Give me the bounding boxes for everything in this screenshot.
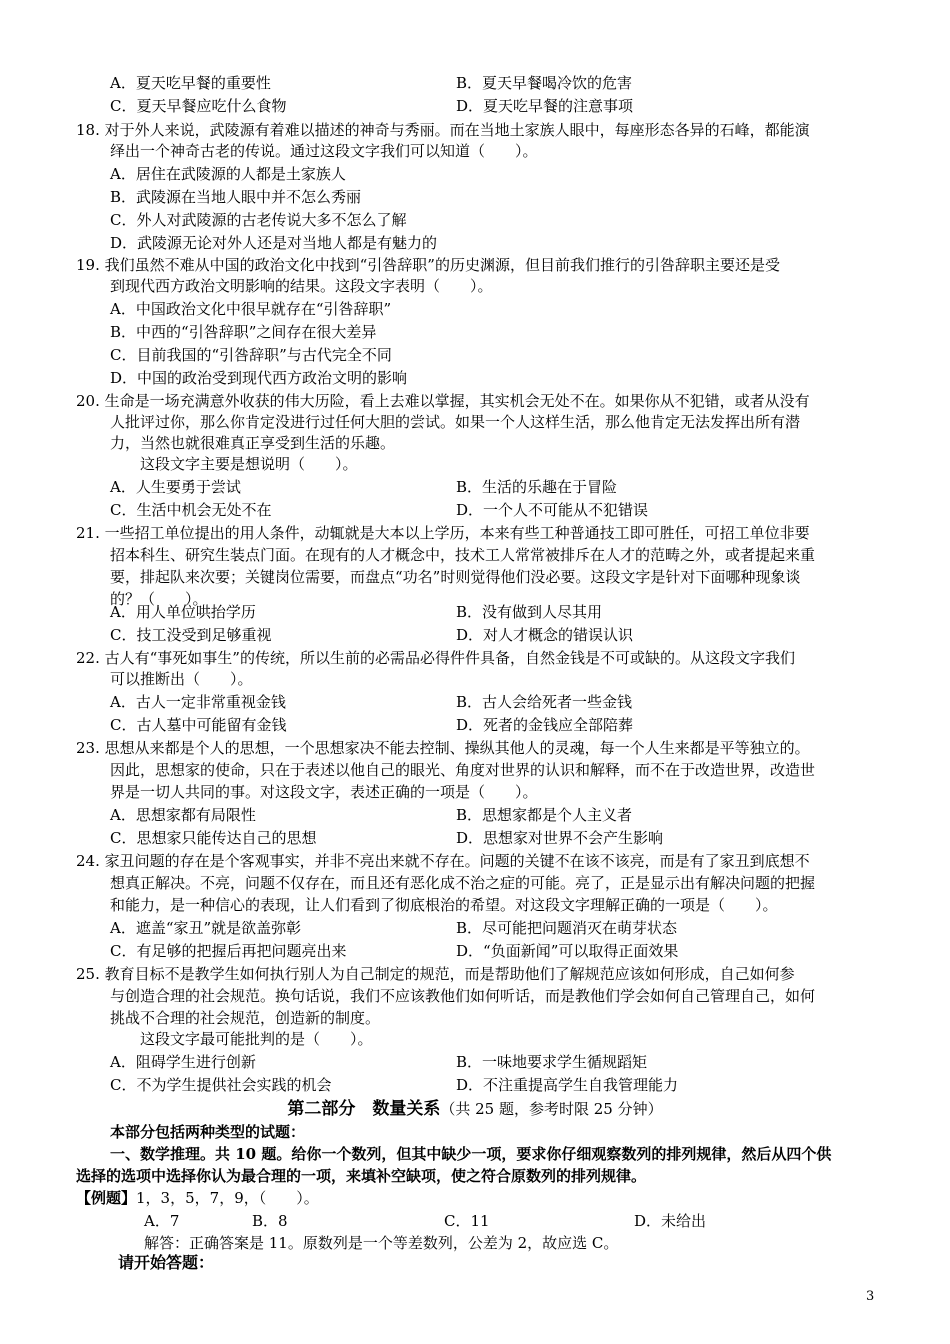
q24-option-b: B．尽可能把问题消灭在萌芽状态 bbox=[456, 919, 678, 937]
example-option-d: D．未给出 bbox=[634, 1212, 707, 1230]
q19-option-c: C．目前我国的“引咎辞职”与古代完全不同 bbox=[110, 346, 392, 364]
example-option-c: C．11 bbox=[444, 1212, 490, 1230]
q25-option-c: C．不为学生提供社会实践的机会 bbox=[110, 1076, 332, 1094]
q17-option-a: A．夏天吃早餐的重要性 bbox=[110, 74, 271, 92]
q24-stem-line3: 和能力，是一种信心的表现，让人们看到了彻底根治的希望。对这段文字理解正确的一项是（ ）。 bbox=[110, 896, 778, 914]
q18-option-a: A．居住在武陵源的人都是土家族人 bbox=[110, 165, 346, 183]
section-title bbox=[0, 1097, 950, 1121]
q18-option-c: C．外人对武陵源的古老传说大多不怎么了解 bbox=[110, 211, 407, 229]
q21-option-b: B．没有做到人尽其用 bbox=[456, 603, 603, 621]
q23-option-d: D．思想家对世界不会产生影响 bbox=[456, 829, 664, 847]
page-number: 3 bbox=[866, 1289, 875, 1304]
q17-option-d: D．夏天吃早餐的注意事项 bbox=[456, 97, 634, 115]
q18-option-d: D．武陵源无论对外人还是对当地人都是有魅力的 bbox=[110, 234, 438, 252]
q17-option-b: B．夏天早餐喝冷饮的危害 bbox=[456, 74, 633, 92]
q20-option-c: C．生活中机会无处不在 bbox=[110, 501, 272, 519]
q20-stem-line3: 力，当然也就很难真正享受到生活的乐趣。 bbox=[110, 434, 396, 452]
q25-option-a: A．阻碍学生进行创新 bbox=[110, 1053, 256, 1071]
q19-stem-line1: 19. 我们虽然不难从中国的政治文化中找到“引咎辞职”的历史渊源，但目前我们推行的引咎辞职主要还是受 bbox=[76, 256, 780, 274]
q18-option-b: B．武陵源在当地人眼中并不怎么秀丽 bbox=[110, 188, 362, 206]
q19-stem-line2: 到现代西方政治文明影响的结果。这段文字表明（ ）。 bbox=[110, 277, 493, 295]
section-intro: 本部分包括两种类型的试题： bbox=[110, 1123, 306, 1141]
q25-option-b: B．一味地要求学生循规蹈矩 bbox=[456, 1053, 648, 1071]
section-title-note: （共 25 题，参考时限 25 分钟） bbox=[440, 1100, 663, 1118]
q24-stem-line1: 24. 家丑问题的存在是个客观事实，并非不亮出来就不存在。问题的关键不在该不该亮，而是有了家丑到底想不 bbox=[76, 852, 810, 870]
q21-stem-line1: 21. 一些招工单位提出的用人条件，动辄就是大本以上学历，本来有些工种普通技工即可胜任，可招工单位非要 bbox=[76, 524, 810, 542]
section-desc-line1: 一、数学推理。共 10 题。给你一个数列，但其中缺少一项，要求你仔细观察数列的排列规律，然后从四个供 bbox=[110, 1145, 832, 1163]
q21-stem-line3: 要，排起队来次要；关键岗位需要，而盘点“功名”时则觉得他们没必要。这段文字是针对下面哪种现象谈 bbox=[110, 568, 801, 586]
example-label: 【例题】 bbox=[76, 1189, 137, 1207]
q24-option-d: D．“负面新闻”可以取得正面效果 bbox=[456, 942, 679, 960]
q20-option-d: D．一个人不可能从不犯错误 bbox=[456, 501, 649, 519]
example-option-a: A．7 bbox=[144, 1212, 180, 1230]
q18-stem-line2: 绎出一个神奇古老的传说。通过这段文字我们可以知道（ ）。 bbox=[110, 142, 538, 160]
q23-stem-line3: 界是一切人共同的事。对这段文字，表述正确的一项是（ ）。 bbox=[110, 783, 538, 801]
q23-stem-line2: 因此，思想家的使命，只在于表述以他自己的眼光、角度对世界的认识和解释，而不在于改造世界，改造世 bbox=[110, 761, 816, 779]
q24-option-a: A．遮盖“家丑”就是欲盖弥彰 bbox=[110, 919, 302, 937]
q20-stem-line2: 人批评过你，那么你肯定没进行过任何大胆的尝试。如果一个人这样生活，那么他肯定无法发挥出所有潜 bbox=[110, 413, 801, 431]
example-option-b: B．8 bbox=[252, 1212, 288, 1230]
q23-option-a: A．思想家都有局限性 bbox=[110, 806, 256, 824]
q19-option-b: B．中西的“引咎辞职”之间存在很大差异 bbox=[110, 323, 377, 341]
q21-option-d: D．对人才概念的错误认识 bbox=[456, 626, 634, 644]
q24-option-c: C．有足够的把握后再把问题亮出来 bbox=[110, 942, 347, 960]
q18-stem-line1: 18. 对于外人来说，武陵源有着难以描述的神奇与秀丽。而在当地土家族人眼中，每座形态各异的石峰，都能演 bbox=[76, 121, 810, 139]
q24-stem-line2: 想真正解决。不亮，问题不仅存在，而且还有恶化成不治之症的可能。亮了，正是显示出有解决问题的把握 bbox=[110, 874, 816, 892]
q25-stem-line3: 挑战不合理的社会规范，创造新的制度。 bbox=[110, 1009, 381, 1027]
q19-option-d: D．中国的政治受到现代西方政治文明的影响 bbox=[110, 369, 408, 387]
q22-stem-line1: 22. 古人有“事死如事生”的传统，所以生前的必需品必得件件具备，自然金钱是不可或缺的。从这段文字我们 bbox=[76, 649, 795, 667]
section-title-text: 第二部分 数量关系 bbox=[287, 1099, 441, 1119]
q17-option-c: C．夏天早餐应吃什么食物 bbox=[110, 97, 287, 115]
q22-option-d: D．死者的金钱应全部陪葬 bbox=[456, 716, 634, 734]
q20-option-b: B．生活的乐趣在于冒险 bbox=[456, 478, 618, 496]
q25-stem-line4: 这段文字最可能批判的是（ ）。 bbox=[140, 1030, 373, 1048]
q22-option-c: C．古人墓中可能留有金钱 bbox=[110, 716, 287, 734]
q23-option-b: B．思想家都是个人主义者 bbox=[456, 806, 633, 824]
q20-option-a: A．人生要勇于尝试 bbox=[110, 478, 241, 496]
example-text: 1，3，5，7，9，（ ）。 bbox=[136, 1189, 319, 1207]
q22-option-a: A．古人一定非常重视金钱 bbox=[110, 693, 286, 711]
q23-option-c: C．思想家只能传达自己的思想 bbox=[110, 829, 317, 847]
q25-option-d: D．不注重提高学生自我管理能力 bbox=[456, 1076, 679, 1094]
q21-option-c: C．技工没受到足够重视 bbox=[110, 626, 272, 644]
q20-stem-line4: 这段文字主要是想说明（ ）。 bbox=[140, 455, 358, 473]
start-prompt: 请开始答题： bbox=[118, 1253, 215, 1272]
q21-stem-line4: 的？（ ）。 bbox=[110, 590, 208, 608]
section-desc-line2: 选择的选项中选择你认为最合理的一项，来填补空缺项，使之符合原数列的排列规律。 bbox=[76, 1167, 647, 1185]
q22-option-b: B．古人会给死者一些金钱 bbox=[456, 693, 633, 711]
example-question bbox=[76, 1188, 319, 1208]
q22-stem-line2: 可以推断出（ ）。 bbox=[110, 670, 253, 688]
q25-stem-line2: 与创造合理的社会规范。换句话说，我们不应该教他们如何听话，而是教他们学会如何自己管理自己，如何 bbox=[110, 987, 816, 1005]
q21-stem-line2: 招本科生、研究生装点门面。在现有的人才概念中，技术工人常常被排斥在人才的范畴之外，或者提起来重 bbox=[110, 546, 816, 564]
q23-stem-line1: 23. 思想从来都是个人的思想，一个思想家决不能去控制、操纵其他人的灵魂，每一个人生来都是平等独立的。 bbox=[76, 739, 810, 757]
q21-option-a: A．用人单位哄抬学历 bbox=[110, 603, 256, 621]
q20-stem-line1: 20. 生命是一场充满意外收获的伟大历险，看上去难以掌握，其实机会无处不在。如果你从不犯错，或者从没有 bbox=[76, 392, 810, 410]
q19-option-a: A．中国政治文化中很早就存在“引咎辞职” bbox=[110, 300, 392, 318]
example-answer: 解答：正确答案是 11。原数列是一个等差数列，公差为 2，故应选 C。 bbox=[144, 1234, 619, 1252]
q25-stem-line1: 25. 教育目标不是教学生如何执行别人为自己制定的规范，而是帮助他们了解规范应该如何形成，自己如何参 bbox=[76, 965, 795, 983]
